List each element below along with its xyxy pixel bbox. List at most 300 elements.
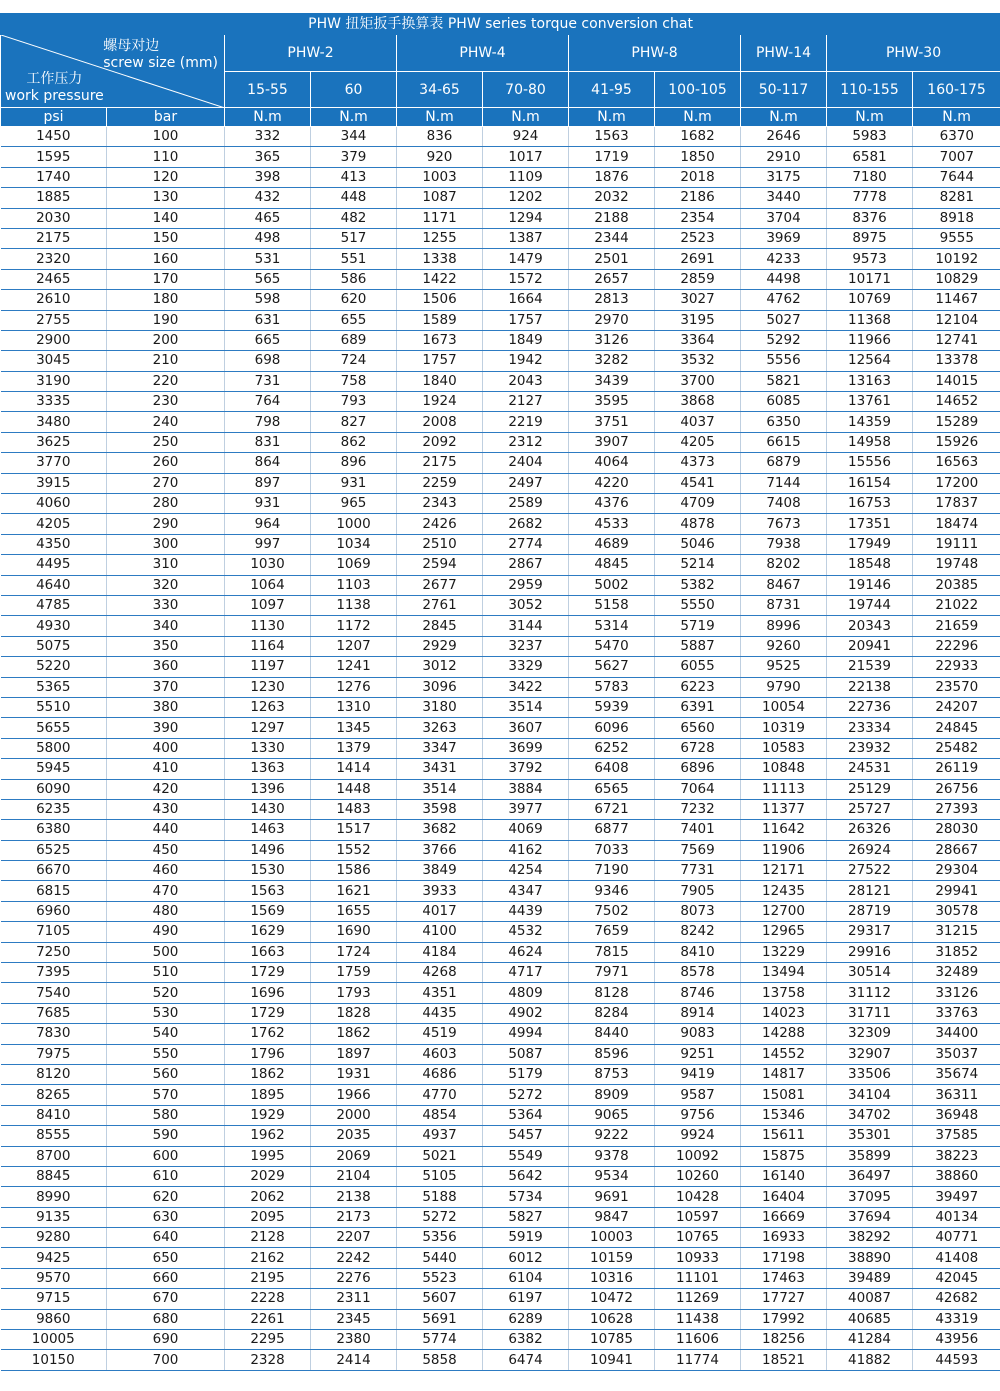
torque-cell: 13758 bbox=[741, 983, 827, 1003]
torque-cell: 3263 bbox=[397, 718, 483, 738]
torque-cell: 8284 bbox=[569, 1003, 655, 1023]
torque-cell: 7905 bbox=[655, 881, 741, 901]
torque-cell: 2959 bbox=[483, 575, 569, 595]
torque-cell: 698 bbox=[225, 351, 311, 371]
torque-cell: 9534 bbox=[569, 1166, 655, 1186]
torque-cell: 5470 bbox=[569, 636, 655, 656]
table-row bbox=[1, 901, 1000, 921]
torque-cell: 23334 bbox=[827, 718, 913, 738]
torque-cell: 18474 bbox=[913, 514, 1000, 534]
torque-cell: 6252 bbox=[569, 738, 655, 758]
torque-cell: 2657 bbox=[569, 269, 655, 289]
table-row bbox=[1, 473, 1000, 493]
psi-cell: 3190 bbox=[1, 371, 107, 391]
torque-cell: 8596 bbox=[569, 1044, 655, 1064]
screw-size-label bbox=[103, 38, 218, 72]
bar-cell: 370 bbox=[107, 677, 225, 697]
torque-cell: 665 bbox=[225, 330, 311, 350]
torque-cell: 2380 bbox=[311, 1330, 397, 1350]
psi-cell: 2900 bbox=[1, 330, 107, 350]
torque-cell: 1330 bbox=[225, 738, 311, 758]
bar-cell: 300 bbox=[107, 534, 225, 554]
torque-cell: 4902 bbox=[483, 1003, 569, 1023]
torque-cell: 13163 bbox=[827, 371, 913, 391]
table-row bbox=[1, 432, 1000, 452]
table-row bbox=[1, 840, 1000, 860]
psi-cell: 3625 bbox=[1, 432, 107, 452]
torque-cell: 13761 bbox=[827, 392, 913, 412]
torque-cell: 6382 bbox=[483, 1330, 569, 1350]
torque-cell: 1463 bbox=[225, 820, 311, 840]
torque-cell: 3514 bbox=[397, 779, 483, 799]
bar-cell: 330 bbox=[107, 595, 225, 615]
torque-cell: 15289 bbox=[913, 412, 1000, 432]
torque-cell: 11774 bbox=[655, 1350, 741, 1370]
torque-cell: 3012 bbox=[397, 657, 483, 677]
torque-cell: 16404 bbox=[741, 1187, 827, 1207]
torque-cell: 1164 bbox=[225, 636, 311, 656]
torque-cell: 2774 bbox=[483, 534, 569, 554]
torque-cell: 3704 bbox=[741, 208, 827, 228]
bar-cell: 440 bbox=[107, 820, 225, 840]
torque-cell: 5087 bbox=[483, 1044, 569, 1064]
torque-cell: 9222 bbox=[569, 1126, 655, 1146]
torque-cell: 1924 bbox=[397, 392, 483, 412]
torque-cell: 1276 bbox=[311, 677, 397, 697]
torque-cell: 35301 bbox=[827, 1126, 913, 1146]
torque-cell: 5983 bbox=[827, 127, 913, 147]
torque-cell: 38292 bbox=[827, 1228, 913, 1248]
torque-cell: 1255 bbox=[397, 228, 483, 248]
bar-cell: 350 bbox=[107, 636, 225, 656]
torque-cell: 1171 bbox=[397, 208, 483, 228]
bar-cell: 410 bbox=[107, 759, 225, 779]
table-row bbox=[1, 616, 1000, 636]
torque-cell: 17837 bbox=[913, 494, 1000, 514]
psi-cell: 6235 bbox=[1, 799, 107, 819]
torque-cell: 1430 bbox=[225, 799, 311, 819]
torque-cell: 3347 bbox=[397, 738, 483, 758]
bar-cell: 190 bbox=[107, 310, 225, 330]
torque-cell: 7232 bbox=[655, 799, 741, 819]
psi-cell: 4785 bbox=[1, 595, 107, 615]
torque-cell: 7033 bbox=[569, 840, 655, 860]
torque-cell: 7778 bbox=[827, 188, 913, 208]
bar-cell: 120 bbox=[107, 167, 225, 187]
psi-cell: 6090 bbox=[1, 779, 107, 799]
bar-cell: 690 bbox=[107, 1330, 225, 1350]
torque-cell: 10583 bbox=[741, 738, 827, 758]
psi-cell: 5365 bbox=[1, 677, 107, 697]
torque-cell: 42045 bbox=[913, 1268, 1000, 1288]
bar-cell: 400 bbox=[107, 738, 225, 758]
torque-cell: 40087 bbox=[827, 1289, 913, 1309]
torque-cell: 2691 bbox=[655, 249, 741, 269]
torque-cell: 15346 bbox=[741, 1105, 827, 1125]
torque-cell: 33126 bbox=[913, 983, 1000, 1003]
table-row bbox=[1, 330, 1000, 350]
bar-cell: 280 bbox=[107, 494, 225, 514]
torque-cell: 3431 bbox=[397, 759, 483, 779]
torque-cell: 16753 bbox=[827, 494, 913, 514]
table-row bbox=[1, 1248, 1000, 1268]
torque-cell: 43956 bbox=[913, 1330, 1000, 1350]
torque-cell: 2344 bbox=[569, 228, 655, 248]
torque-cell: 3052 bbox=[483, 595, 569, 615]
torque-cell: 9587 bbox=[655, 1085, 741, 1105]
psi-cell: 3480 bbox=[1, 412, 107, 432]
torque-cell: 3237 bbox=[483, 636, 569, 656]
table-row bbox=[1, 942, 1000, 962]
torque-cell: 2175 bbox=[397, 453, 483, 473]
unit-header-nm: N.m bbox=[913, 108, 1000, 127]
torque-cell: 2195 bbox=[225, 1268, 311, 1288]
torque-cell: 8731 bbox=[741, 595, 827, 615]
psi-cell: 1450 bbox=[1, 127, 107, 147]
torque-cell: 6721 bbox=[569, 799, 655, 819]
psi-cell: 8700 bbox=[1, 1146, 107, 1166]
torque-cell: 5556 bbox=[741, 351, 827, 371]
torque-cell: 14552 bbox=[741, 1044, 827, 1064]
torque-cell: 620 bbox=[311, 290, 397, 310]
torque-cell: 1294 bbox=[483, 208, 569, 228]
torque-cell: 831 bbox=[225, 432, 311, 452]
torque-cell: 39489 bbox=[827, 1268, 913, 1288]
torque-cell: 5642 bbox=[483, 1166, 569, 1186]
torque-cell: 565 bbox=[225, 269, 311, 289]
torque-cell: 14023 bbox=[741, 1003, 827, 1023]
torque-cell: 1138 bbox=[311, 595, 397, 615]
torque-cell: 1338 bbox=[397, 249, 483, 269]
table-row bbox=[1, 1126, 1000, 1146]
torque-cell: 27522 bbox=[827, 861, 913, 881]
psi-cell: 8120 bbox=[1, 1064, 107, 1084]
table-row bbox=[1, 167, 1000, 187]
table-row bbox=[1, 820, 1000, 840]
torque-cell: 9419 bbox=[655, 1064, 741, 1084]
psi-cell: 5800 bbox=[1, 738, 107, 758]
torque-cell: 5188 bbox=[397, 1187, 483, 1207]
torque-cell: 4689 bbox=[569, 534, 655, 554]
torque-cell: 5549 bbox=[483, 1146, 569, 1166]
torque-cell: 551 bbox=[311, 249, 397, 269]
torque-cell: 1757 bbox=[397, 351, 483, 371]
torque-cell: 3907 bbox=[569, 432, 655, 452]
torque-cell: 7144 bbox=[741, 473, 827, 493]
bar-cell: 570 bbox=[107, 1085, 225, 1105]
torque-cell: 4854 bbox=[397, 1105, 483, 1125]
psi-cell: 5655 bbox=[1, 718, 107, 738]
torque-cell: 1569 bbox=[225, 901, 311, 921]
table-row bbox=[1, 1085, 1000, 1105]
torque-cell: 41284 bbox=[827, 1330, 913, 1350]
psi-cell: 7250 bbox=[1, 942, 107, 962]
torque-cell: 2219 bbox=[483, 412, 569, 432]
torque-cell: 7644 bbox=[913, 167, 1000, 187]
torque-cell: 3195 bbox=[655, 310, 741, 330]
psi-cell: 4205 bbox=[1, 514, 107, 534]
bar-cell: 500 bbox=[107, 942, 225, 962]
psi-cell: 2610 bbox=[1, 290, 107, 310]
torque-cell: 5457 bbox=[483, 1126, 569, 1146]
torque-cell: 1479 bbox=[483, 249, 569, 269]
torque-cell: 5214 bbox=[655, 555, 741, 575]
torque-cell: 4205 bbox=[655, 432, 741, 452]
torque-cell: 7938 bbox=[741, 534, 827, 554]
model-header: PHW-8 bbox=[569, 35, 741, 72]
torque-cell: 3329 bbox=[483, 657, 569, 677]
torque-cell: 13494 bbox=[741, 963, 827, 983]
torque-cell: 1850 bbox=[655, 147, 741, 167]
table-row bbox=[1, 555, 1000, 575]
torque-cell: 1230 bbox=[225, 677, 311, 697]
torque-cell: 10003 bbox=[569, 1228, 655, 1248]
torque-cell: 16933 bbox=[741, 1228, 827, 1248]
table-row bbox=[1, 595, 1000, 615]
torque-cell: 8467 bbox=[741, 575, 827, 595]
table-row bbox=[1, 453, 1000, 473]
size-header: 50-117 bbox=[741, 72, 827, 108]
torque-cell: 12435 bbox=[741, 881, 827, 901]
torque-cell: 4686 bbox=[397, 1064, 483, 1084]
torque-cell: 1422 bbox=[397, 269, 483, 289]
torque-cell: 2311 bbox=[311, 1289, 397, 1309]
bar-cell: 220 bbox=[107, 371, 225, 391]
table-title: PHW 扭矩扳手换算表 PHW series torque conversion chat bbox=[1, 14, 1000, 35]
torque-cell: 17949 bbox=[827, 534, 913, 554]
torque-cell: 7190 bbox=[569, 861, 655, 881]
torque-cell: 33506 bbox=[827, 1064, 913, 1084]
torque-cell: 1589 bbox=[397, 310, 483, 330]
torque-cell: 1629 bbox=[225, 922, 311, 942]
torque-cell: 1197 bbox=[225, 657, 311, 677]
torque-cell: 4624 bbox=[483, 942, 569, 962]
torque-cell: 3144 bbox=[483, 616, 569, 636]
torque-cell: 793 bbox=[311, 392, 397, 412]
torque-cell: 862 bbox=[311, 432, 397, 452]
torque-cell: 2345 bbox=[311, 1309, 397, 1329]
table-row bbox=[1, 371, 1000, 391]
unit-header-nm: N.m bbox=[741, 108, 827, 127]
torque-cell: 798 bbox=[225, 412, 311, 432]
torque-cell: 1572 bbox=[483, 269, 569, 289]
torque-cell: 6560 bbox=[655, 718, 741, 738]
torque-cell: 34702 bbox=[827, 1105, 913, 1125]
torque-cell: 10316 bbox=[569, 1268, 655, 1288]
corner-header bbox=[1, 35, 225, 108]
torque-cell: 586 bbox=[311, 269, 397, 289]
torque-cell: 5314 bbox=[569, 616, 655, 636]
torque-cell: 6565 bbox=[569, 779, 655, 799]
torque-cell: 9847 bbox=[569, 1207, 655, 1227]
torque-cell: 35674 bbox=[913, 1064, 1000, 1084]
torque-cell: 7569 bbox=[655, 840, 741, 860]
psi-cell: 7105 bbox=[1, 922, 107, 942]
bar-cell: 560 bbox=[107, 1064, 225, 1084]
torque-cell: 8281 bbox=[913, 188, 1000, 208]
torque-cell: 1931 bbox=[311, 1064, 397, 1084]
torque-cell: 26119 bbox=[913, 759, 1000, 779]
torque-cell: 15875 bbox=[741, 1146, 827, 1166]
torque-cell: 14359 bbox=[827, 412, 913, 432]
table-row bbox=[1, 983, 1000, 1003]
torque-cell: 2259 bbox=[397, 473, 483, 493]
psi-cell: 7830 bbox=[1, 1024, 107, 1044]
table-row bbox=[1, 575, 1000, 595]
torque-cell: 6085 bbox=[741, 392, 827, 412]
psi-cell: 3045 bbox=[1, 351, 107, 371]
torque-cell: 2138 bbox=[311, 1187, 397, 1207]
torque-cell: 7180 bbox=[827, 167, 913, 187]
psi-cell: 5510 bbox=[1, 697, 107, 717]
table-row bbox=[1, 677, 1000, 697]
bar-cell: 130 bbox=[107, 188, 225, 208]
size-header: 70-80 bbox=[483, 72, 569, 108]
torque-cell: 14652 bbox=[913, 392, 1000, 412]
table-row bbox=[1, 1228, 1000, 1248]
torque-cell: 33763 bbox=[913, 1003, 1000, 1023]
torque-cell: 3700 bbox=[655, 371, 741, 391]
torque-cell: 332 bbox=[225, 127, 311, 147]
torque-cell: 4233 bbox=[741, 249, 827, 269]
bar-cell: 620 bbox=[107, 1187, 225, 1207]
table-row bbox=[1, 290, 1000, 310]
torque-cell: 1586 bbox=[311, 861, 397, 881]
torque-cell: 5364 bbox=[483, 1105, 569, 1125]
torque-cell: 3682 bbox=[397, 820, 483, 840]
torque-cell: 1696 bbox=[225, 983, 311, 1003]
torque-cell: 2186 bbox=[655, 188, 741, 208]
torque-cell: 5887 bbox=[655, 636, 741, 656]
torque-cell: 8914 bbox=[655, 1003, 741, 1023]
torque-cell: 41882 bbox=[827, 1350, 913, 1370]
torque-cell: 2859 bbox=[655, 269, 741, 289]
torque-cell: 4845 bbox=[569, 555, 655, 575]
bar-cell: 630 bbox=[107, 1207, 225, 1227]
table-row bbox=[1, 269, 1000, 289]
torque-cell: 1310 bbox=[311, 697, 397, 717]
bar-cell: 360 bbox=[107, 657, 225, 677]
bar-cell: 290 bbox=[107, 514, 225, 534]
torque-cell: 9790 bbox=[741, 677, 827, 697]
torque-cell: 5827 bbox=[483, 1207, 569, 1227]
torque-cell: 964 bbox=[225, 514, 311, 534]
torque-cell: 8996 bbox=[741, 616, 827, 636]
torque-cell: 19748 bbox=[913, 555, 1000, 575]
torque-cell: 7815 bbox=[569, 942, 655, 962]
torque-cell: 15081 bbox=[741, 1085, 827, 1105]
torque-cell: 4439 bbox=[483, 901, 569, 921]
size-header: 60 bbox=[311, 72, 397, 108]
torque-cell: 7502 bbox=[569, 901, 655, 921]
psi-cell: 5945 bbox=[1, 759, 107, 779]
torque-cell: 8440 bbox=[569, 1024, 655, 1044]
torque-cell: 11368 bbox=[827, 310, 913, 330]
table-row bbox=[1, 412, 1000, 432]
table-row bbox=[1, 1187, 1000, 1207]
torque-cell: 3126 bbox=[569, 330, 655, 350]
table-row bbox=[1, 697, 1000, 717]
table-row bbox=[1, 208, 1000, 228]
torque-cell: 11906 bbox=[741, 840, 827, 860]
torque-cell: 4351 bbox=[397, 983, 483, 1003]
torque-cell: 10192 bbox=[913, 249, 1000, 269]
bar-cell: 590 bbox=[107, 1126, 225, 1146]
table-row bbox=[1, 1044, 1000, 1064]
torque-cell: 2523 bbox=[655, 228, 741, 248]
torque-cell: 8918 bbox=[913, 208, 1000, 228]
table-row bbox=[1, 514, 1000, 534]
torque-cell: 7401 bbox=[655, 820, 741, 840]
table-row bbox=[1, 1289, 1000, 1309]
torque-cell: 1849 bbox=[483, 330, 569, 350]
psi-cell: 1595 bbox=[1, 147, 107, 167]
torque-cell: 17198 bbox=[741, 1248, 827, 1268]
torque-cell: 29916 bbox=[827, 942, 913, 962]
torque-cell: 2646 bbox=[741, 127, 827, 147]
torque-cell: 5382 bbox=[655, 575, 741, 595]
torque-cell: 11438 bbox=[655, 1309, 741, 1329]
torque-cell: 1448 bbox=[311, 779, 397, 799]
torque-cell: 16140 bbox=[741, 1166, 827, 1186]
torque-cell: 1506 bbox=[397, 290, 483, 310]
unit-header-nm: N.m bbox=[483, 108, 569, 127]
psi-cell: 2175 bbox=[1, 228, 107, 248]
torque-cell: 689 bbox=[311, 330, 397, 350]
torque-cell: 764 bbox=[225, 392, 311, 412]
torque-cell: 25129 bbox=[827, 779, 913, 799]
torque-cell: 1241 bbox=[311, 657, 397, 677]
torque-cell: 1000 bbox=[311, 514, 397, 534]
size-header: 34-65 bbox=[397, 72, 483, 108]
torque-cell: 7064 bbox=[655, 779, 741, 799]
torque-cell: 1673 bbox=[397, 330, 483, 350]
torque-cell: 16154 bbox=[827, 473, 913, 493]
torque-cell: 1552 bbox=[311, 840, 397, 860]
psi-cell: 8555 bbox=[1, 1126, 107, 1146]
psi-cell: 9425 bbox=[1, 1248, 107, 1268]
torque-cell: 896 bbox=[311, 453, 397, 473]
size-header: 100-105 bbox=[655, 72, 741, 108]
screw-size-cn: 螺母对边 bbox=[103, 38, 160, 54]
torque-cell: 1563 bbox=[225, 881, 311, 901]
torque-cell: 2261 bbox=[225, 1309, 311, 1329]
torque-cell: 2128 bbox=[225, 1228, 311, 1248]
torque-cell: 10428 bbox=[655, 1187, 741, 1207]
torque-cell: 32489 bbox=[913, 963, 1000, 983]
torque-cell: 29317 bbox=[827, 922, 913, 942]
bar-cell: 380 bbox=[107, 697, 225, 717]
torque-cell: 2594 bbox=[397, 555, 483, 575]
torque-cell: 2510 bbox=[397, 534, 483, 554]
torque-cell: 12965 bbox=[741, 922, 827, 942]
model-header: PHW-2 bbox=[225, 35, 397, 72]
torque-cell: 1929 bbox=[225, 1105, 311, 1125]
torque-cell: 36497 bbox=[827, 1166, 913, 1186]
torque-cell: 12171 bbox=[741, 861, 827, 881]
torque-cell: 5292 bbox=[741, 330, 827, 350]
torque-cell: 22933 bbox=[913, 657, 1000, 677]
torque-cell: 10941 bbox=[569, 1350, 655, 1370]
size-header: 41-95 bbox=[569, 72, 655, 108]
torque-cell: 1030 bbox=[225, 555, 311, 575]
torque-cell: 35037 bbox=[913, 1044, 1000, 1064]
bar-cell: 140 bbox=[107, 208, 225, 228]
torque-cell: 14958 bbox=[827, 432, 913, 452]
torque-cell: 25482 bbox=[913, 738, 1000, 758]
torque-cell: 5719 bbox=[655, 616, 741, 636]
torque-cell: 10785 bbox=[569, 1330, 655, 1350]
